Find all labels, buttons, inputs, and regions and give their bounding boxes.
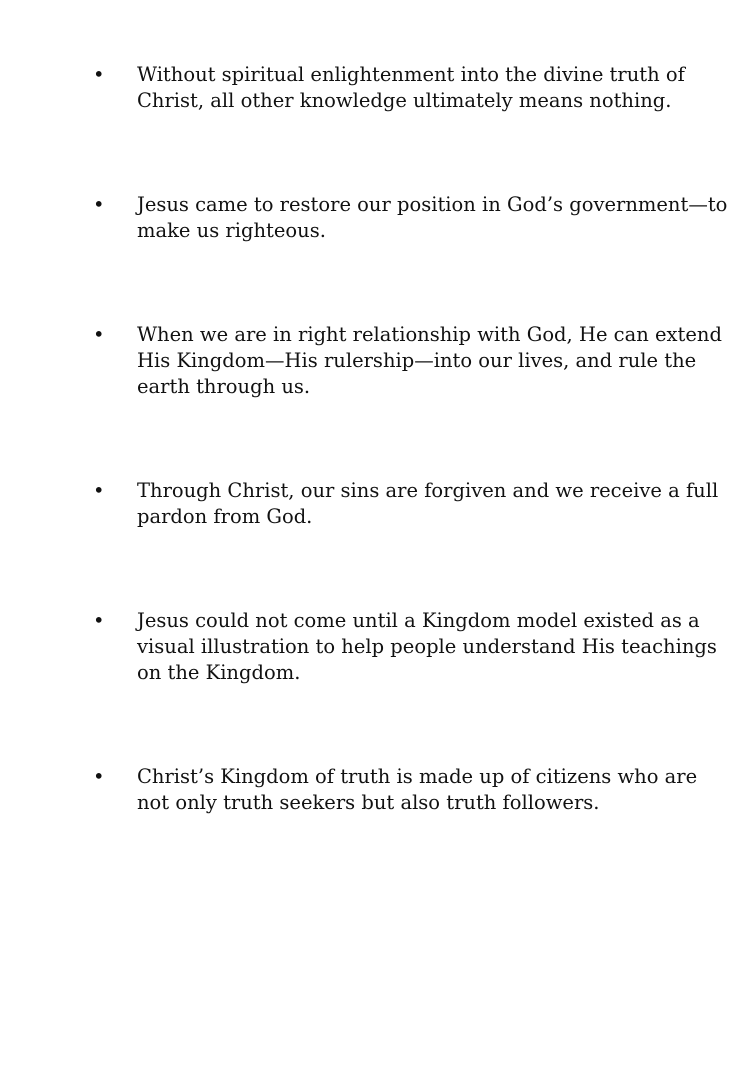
list-item bbox=[93, 608, 733, 686]
list-item bbox=[93, 478, 733, 530]
bullet-text: Christ’s Kingdom of truth is made up of citizens who are not only truth seekers but also truth followers. bbox=[137, 765, 698, 814]
bullet-text: Through Christ, our sins are forgiven and we receive a full pardon from God. bbox=[137, 479, 719, 528]
list-item bbox=[93, 764, 733, 816]
bullet-text: Jesus came to restore our position in God’s government—to make us righteous. bbox=[137, 193, 728, 242]
bullet-text: When we are in right relationship with God, He can extend His Kingdom—His rulership—into our lives, and rule the earth through us. bbox=[137, 323, 722, 398]
bullet-marker: • bbox=[93, 479, 105, 502]
key-points-list bbox=[93, 62, 733, 894]
bullet-text: Without spiritual enlightenment into the divine truth of Christ, all other knowledge ultimately means nothing. bbox=[137, 63, 685, 112]
bullet-text: Jesus could not come until a Kingdom model existed as a visual illustration to help people understand His teachings on the Kingdom. bbox=[137, 609, 717, 684]
list-item bbox=[93, 62, 733, 114]
bullet-marker: • bbox=[93, 323, 105, 346]
bullet-marker: • bbox=[93, 765, 105, 788]
list-item bbox=[93, 322, 733, 400]
list-item bbox=[93, 192, 733, 244]
bullet-marker: • bbox=[93, 193, 105, 216]
bullet-marker: • bbox=[93, 63, 105, 86]
bullet-marker: • bbox=[93, 609, 105, 632]
